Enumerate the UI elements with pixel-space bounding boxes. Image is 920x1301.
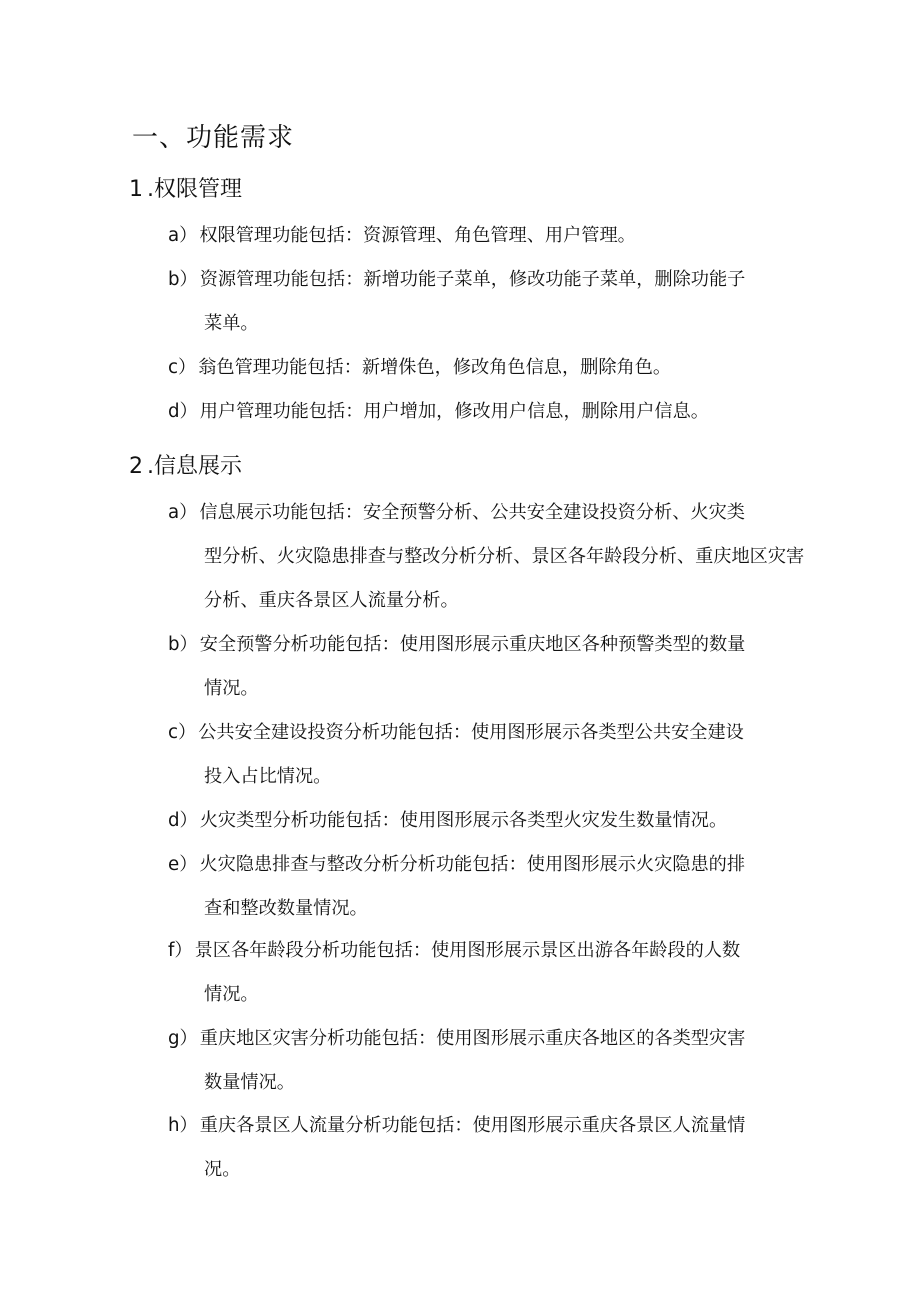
item-label: a）	[168, 502, 198, 523]
section-heading-info-display	[129, 451, 242, 483]
list-item	[168, 390, 813, 434]
item-continuation: 况。	[204, 1159, 241, 1180]
section-number: 2	[129, 454, 143, 479]
item-label: c）	[168, 357, 197, 378]
item-continuation: 型分析、火灾隐患排查与整改分析分析、景区各年龄段分析、重庆地区灾害分析、重庆各景区人流量分析。	[204, 546, 805, 611]
item-continuation: 投入占比情况。	[204, 766, 332, 787]
item-label: c）	[168, 722, 197, 743]
list-item	[168, 491, 813, 623]
item-text: 资源管理功能包括：新增功能子菜单，修改功能子菜单，删除功能子	[199, 269, 746, 290]
item-label: d）	[168, 401, 198, 422]
list-item	[168, 1017, 813, 1105]
item-continuation: 菜单。	[204, 313, 259, 334]
item-label: g）	[168, 1028, 198, 1049]
item-text: 火灾隐患排查与整改分析分析功能包括：使用图形展示火灾隐患的排	[199, 854, 746, 875]
section-number: 1	[129, 177, 143, 202]
list-item	[168, 1104, 813, 1192]
item-continuation: 情况。	[204, 678, 259, 699]
item-text: 重庆地区灾害分析功能包括：使用图形展示重庆各地区的各类型灾害	[199, 1028, 746, 1049]
item-label: d）	[168, 810, 198, 831]
item-text: 信息展示功能包括：安全预警分析、公共安全建设投资分析、火灾类	[199, 502, 745, 523]
section-title: .信息展示	[147, 454, 242, 479]
item-text: 用户管理功能包括：用户增加，修改用户信息，删除用户信息。	[199, 401, 709, 422]
list-item	[168, 214, 813, 258]
list-item	[168, 799, 813, 843]
item-continuation: 查和整改数量情况。	[204, 898, 368, 919]
item-label: h）	[168, 1115, 198, 1136]
item-label: a）	[168, 225, 198, 246]
item-text: 重庆各景区人流量分析功能包括：使用图形展示重庆各景区人流量情	[199, 1115, 746, 1136]
item-text: 安全预警分析功能包括：使用图形展示重庆地区各种预警类型的数量	[199, 634, 746, 655]
item-continuation: 数量情况。	[204, 1072, 295, 1093]
page-title: 一、功能需求	[132, 123, 295, 153]
item-label: f）	[168, 940, 193, 961]
item-text: 景区各年龄段分析功能包括：使用图形展示景区出游各年龄段的人数	[194, 940, 741, 961]
item-label: e）	[168, 854, 198, 875]
list-item	[168, 623, 813, 711]
list-item	[168, 711, 813, 799]
item-text: 权限管理功能包括：资源管理、角色管理、用户管理。	[199, 225, 636, 246]
section-title: .权限管理	[147, 177, 242, 202]
item-continuation: 情况。	[204, 984, 259, 1005]
item-text: 公共安全建设投资分析功能包括：使用图形展示各类型公共安全建设	[198, 722, 744, 743]
item-label: b）	[168, 634, 198, 655]
list-item	[168, 258, 813, 346]
section-heading-permissions	[129, 174, 242, 206]
list-item	[168, 843, 813, 931]
item-label: b）	[168, 269, 198, 290]
list-item	[168, 929, 813, 1017]
item-text: 火灾类型分析功能包括：使用图形展示各类型火灾发生数量情况。	[199, 810, 728, 831]
item-text: 翁色管理功能包括：新增侏色，修改角色信息，删除角色。	[198, 357, 672, 378]
list-item	[168, 346, 813, 390]
